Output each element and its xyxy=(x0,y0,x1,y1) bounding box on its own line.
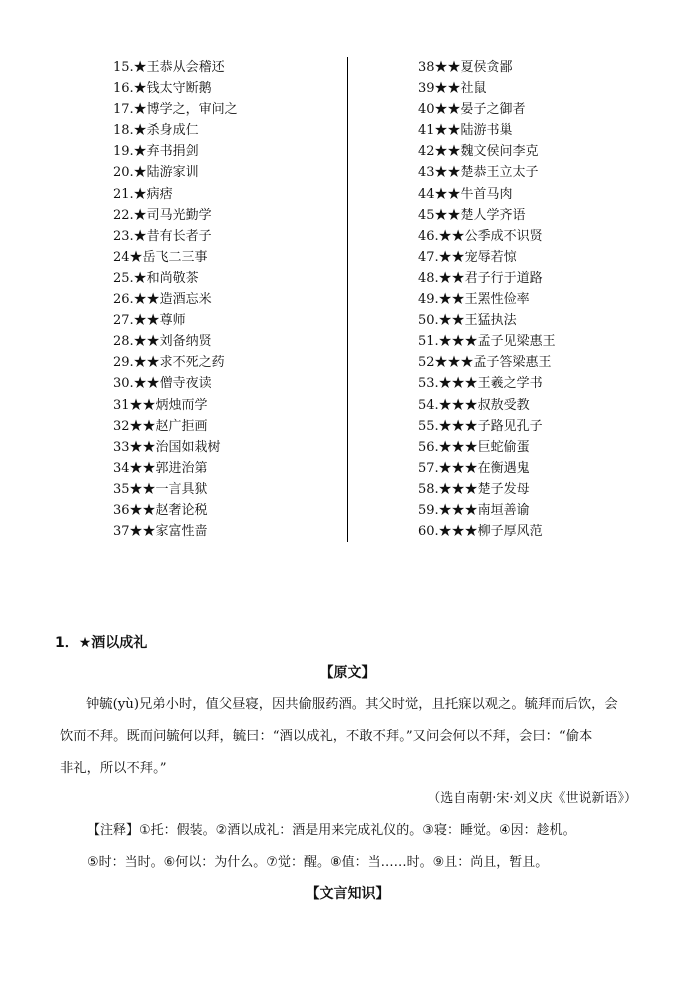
notes-line: ⑤时：当时。⑥何以：为什么。⑦觉：醒。⑧值：当……时。⑨且：尚且，暂且。 xyxy=(87,855,549,870)
toc-item: 43★★楚恭王立太子 xyxy=(418,165,539,181)
toc-item: 32★★赵广拒画 xyxy=(113,418,208,434)
toc-item: 39★★社鼠 xyxy=(418,81,487,97)
toc-item: 38★★夏侯贪鄙 xyxy=(418,60,513,75)
toc-item: 34★★郭进治第 xyxy=(113,460,208,476)
original-text xyxy=(60,689,640,785)
toc-item: 58.★★★楚子发母 xyxy=(418,481,530,497)
toc-item: 41★★陆游书巢 xyxy=(418,123,513,139)
original-text-heading: 【原文】 xyxy=(319,665,376,681)
toc-item: 20.★陆游家训 xyxy=(113,165,199,181)
toc-item: 55.★★★子路见孔子 xyxy=(418,418,543,434)
toc-item: 17.★博学之，审问之 xyxy=(113,102,238,118)
notes-line: 【注释】①托：假装。②酒以成礼：酒是用来完成礼仪的。③寝：睡觉。④因：趁机。 xyxy=(87,823,576,838)
toc-item: 26.★★造酒忘米 xyxy=(113,292,212,308)
toc-item: 50.★★王猛执法 xyxy=(418,313,517,329)
toc-item: 47.★★宠辱若惊 xyxy=(418,249,517,265)
toc-item: 56.★★★巨蛇偷蛋 xyxy=(418,439,530,455)
toc-left-column xyxy=(113,57,238,542)
section-title: 1．★酒以成礼 xyxy=(55,635,148,651)
toc-item: 22.★司马光勤学 xyxy=(113,207,212,223)
toc-item: 15.★王恭从会稽还 xyxy=(113,60,225,75)
text-line: 非礼，所以不拜。” xyxy=(60,761,167,776)
toc-item: 48.★★君子行于道路 xyxy=(418,270,543,286)
table-of-contents xyxy=(0,57,695,547)
toc-item: 19.★弃书捐剑 xyxy=(113,144,199,160)
toc-item: 24★岳飞二三事 xyxy=(113,249,208,265)
toc-item: 35★★一言具狱 xyxy=(113,481,208,497)
toc-divider xyxy=(347,57,348,542)
toc-item: 53.★★★王羲之学书 xyxy=(418,376,543,392)
classical-knowledge-heading: 【文言知识】 xyxy=(305,886,390,902)
toc-item: 16.★钱太守断鹅 xyxy=(113,81,212,97)
toc-item: 27.★★尊师 xyxy=(113,313,186,329)
toc-item: 42★★魏文侯问李克 xyxy=(418,144,539,160)
toc-item: 54.★★★叔敖受教 xyxy=(418,397,530,413)
toc-item: 36★★赵奢论税 xyxy=(113,502,208,518)
toc-item: 52★★★孟子答梁惠王 xyxy=(418,355,552,371)
toc-item: 18.★杀身成仁 xyxy=(113,123,199,139)
toc-item: 30.★★僧寺夜读 xyxy=(113,376,212,392)
toc-item: 49.★★王罴性俭率 xyxy=(418,292,530,308)
toc-item: 60.★★★柳子厚风范 xyxy=(418,524,543,540)
toc-item: 21.★病痞 xyxy=(113,186,173,202)
toc-item: 57.★★★在衡遇鬼 xyxy=(418,460,530,476)
text-line: 钟毓(yù)兄弟小时，值父昼寝，因共偷服药酒。其父时觉，且托寐以观之。毓拜而后饮，会 xyxy=(86,697,618,712)
toc-item: 40★★晏子之御者 xyxy=(418,102,526,118)
toc-item: 59.★★★南垣善谕 xyxy=(418,502,530,518)
source-citation: （选自南朝·宋·刘义庆《世说新语》） xyxy=(427,791,637,806)
text-line: 饮而不拜。既而问毓何以拜，毓曰：“酒以成礼，不敢不拜。”又问会何以不拜，会曰：“偷本 xyxy=(60,729,593,744)
toc-item: 51.★★★孟子见梁惠王 xyxy=(418,334,556,350)
toc-item: 44★★牛首马肉 xyxy=(418,186,513,202)
toc-right-column xyxy=(418,57,556,542)
toc-item: 33★★治国如栽树 xyxy=(113,439,221,455)
toc-item: 37★★家富性啬 xyxy=(113,524,208,540)
toc-item: 46.★★公季成不识贤 xyxy=(418,228,543,244)
toc-item: 45★★楚人学齐语 xyxy=(418,207,526,223)
toc-item: 25.★和尚敬茶 xyxy=(113,270,199,286)
toc-item: 23.★昔有长者子 xyxy=(113,228,212,244)
toc-item: 28.★★刘备纳贤 xyxy=(113,334,212,350)
toc-item: 29.★★求不死之药 xyxy=(113,355,225,371)
toc-item: 31★★炳烛而学 xyxy=(113,397,208,413)
